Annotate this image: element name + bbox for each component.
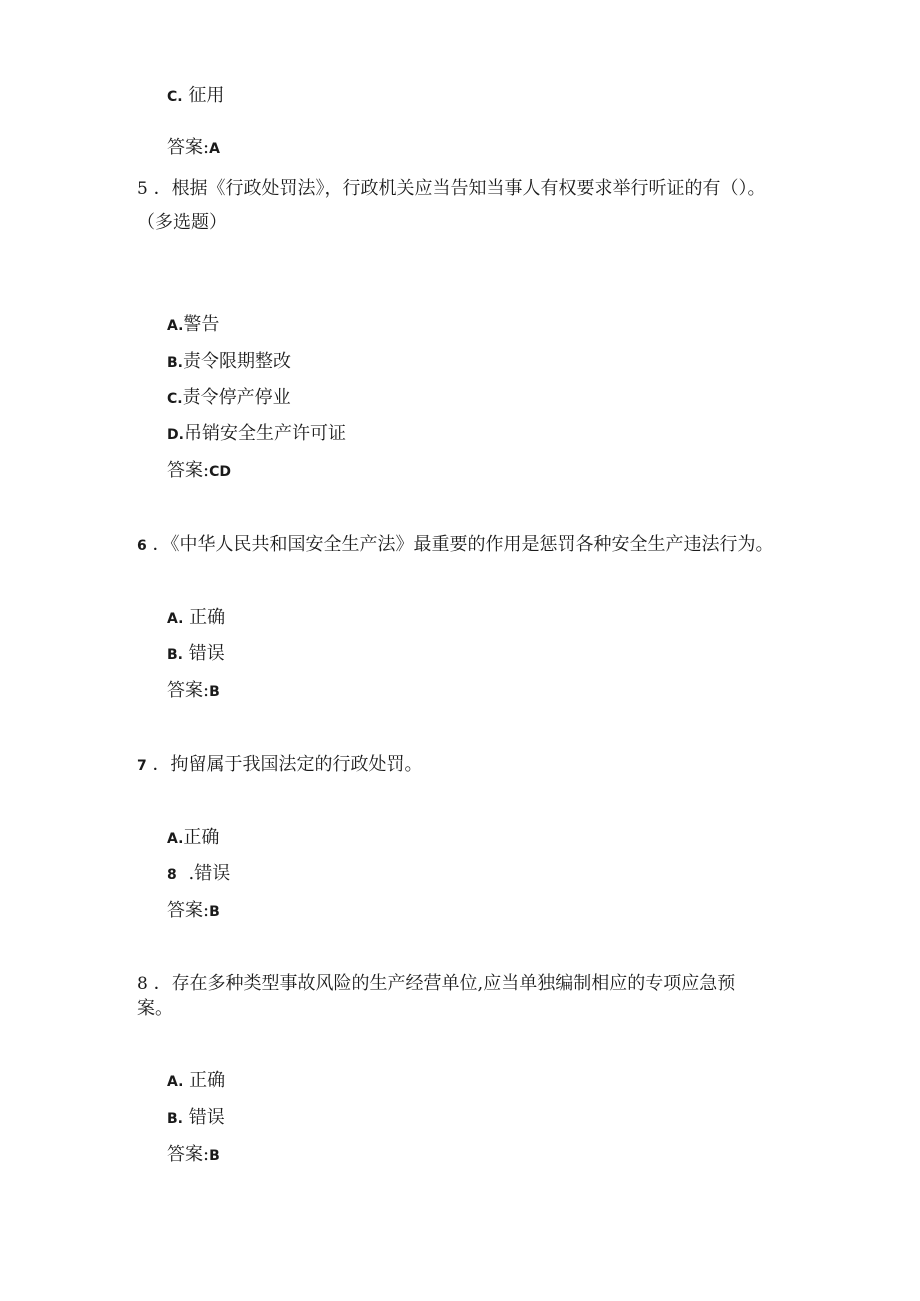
answer-value: B [209,1148,220,1164]
question-6 [137,533,773,558]
answer-label: 答案: [167,680,210,701]
option-text: 征用 [188,85,225,106]
question-5 [137,177,766,201]
option-text: 错误 [188,1107,225,1128]
question-text: 《中华人民共和国安全生产法》最重要的作用是惩罚各种安全生产违法行为。 [170,534,774,555]
q6-option-b [167,642,225,667]
q6-answer [167,679,220,704]
q5-option-c [167,386,291,411]
answer-label: 答案: [167,1144,210,1165]
q7-answer [167,899,220,924]
answer-value: B [209,904,220,920]
option-label: C. [167,89,183,105]
answer-label: 答案: [167,460,210,481]
option-label: 8 [167,867,177,883]
question-number: 6 [137,538,147,554]
answer-line [167,136,220,161]
option-label: B. [167,355,183,371]
question-number: 8 [137,974,148,994]
option-text: 正确 [189,1070,226,1091]
answer-value: B [209,684,220,700]
question-sep: ． [152,754,171,775]
option-c [167,84,224,109]
question-text: 存在多种类型事故风险的生产经营单位,应当单独编制相应的专项应急预 [171,973,736,994]
answer-value: CD [209,464,231,480]
q5-answer [167,459,231,484]
option-label: D. [167,427,184,443]
question-text-cont: （多选题） [137,212,227,233]
q7-option-b [167,862,230,887]
q6-option-a [167,606,225,631]
question-text: 根据《行政处罚法》，行政机关应当告知当事人有权要求举行听证的有（）。 [171,178,766,199]
question-text-cont: 案。 [137,998,173,1019]
q8-option-a [167,1069,225,1094]
q7-option-a [167,826,219,851]
option-text: 错误 [188,643,225,664]
option-label: A. [167,1074,184,1090]
answer-label: 答案: [167,137,210,158]
option-label: B. [167,1111,183,1127]
option-text: 正确 [183,827,220,848]
question-sep: ． [153,178,172,199]
option-label: B. [167,647,183,663]
q8-answer [167,1143,220,1168]
option-label: A. [167,611,184,627]
question-number: 5 [137,179,148,199]
question-8 [137,972,735,996]
q5-option-d [167,422,346,447]
option-label: C. [167,391,183,407]
question-number: 7 [137,758,147,774]
option-text: 正确 [189,607,226,628]
option-label: A. [167,831,184,847]
q5-option-b [167,350,291,375]
question-sep: ． [152,534,171,555]
q5-option-a [167,313,219,338]
answer-label: 答案: [167,900,210,921]
option-label: A. [167,318,184,334]
option-text: 责令限期整改 [183,351,291,372]
question-7 [137,753,422,778]
answer-value: A [209,141,220,157]
question-text: 拘留属于我国法定的行政处罚。 [170,754,423,775]
question-8-cont [137,997,173,1021]
option-sep: . [188,863,195,884]
question-5-cont [137,211,227,235]
option-text: 错误 [194,863,231,884]
question-sep: ． [153,973,172,994]
option-text: 警告 [183,314,220,335]
option-text: 责令停产停业 [182,387,291,408]
q8-option-b [167,1106,225,1131]
option-text: 吊销安全生产许可证 [183,423,346,444]
